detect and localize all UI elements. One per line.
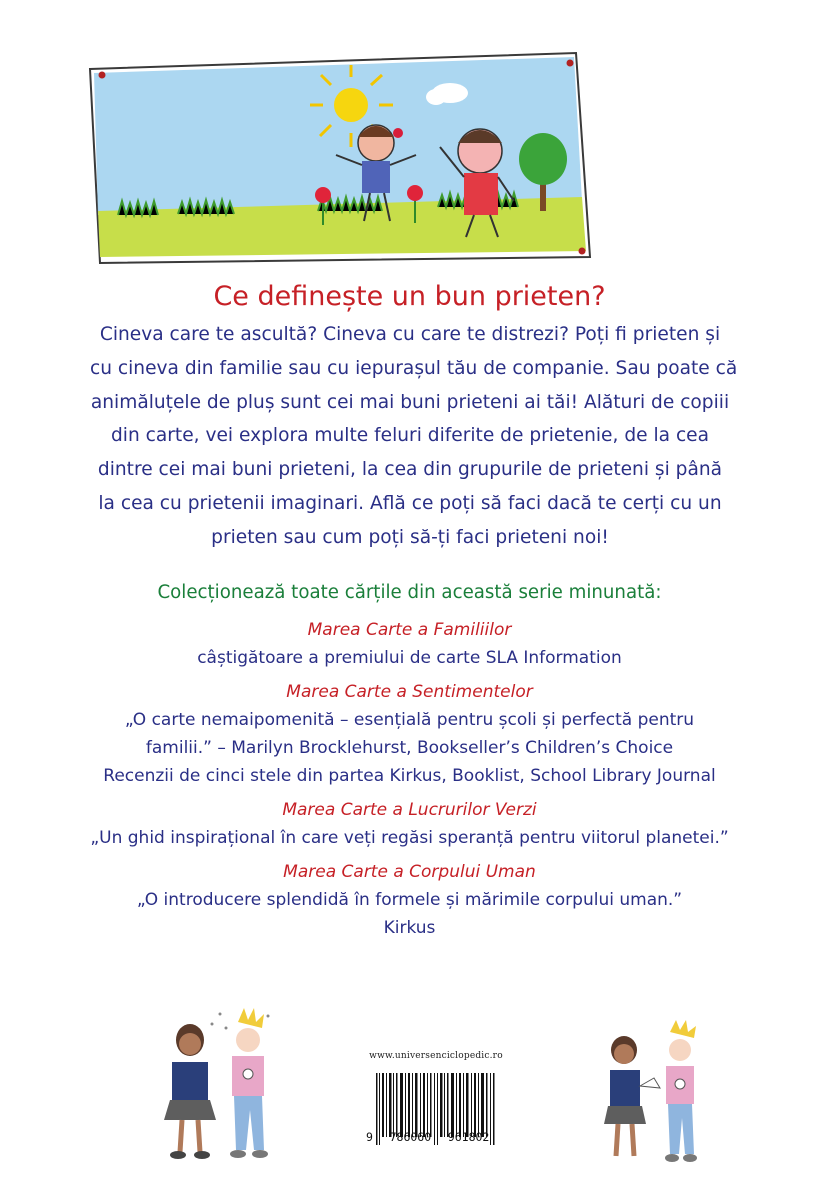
book-title: Marea Carte a Corpului Uman [283,862,536,882]
kids-illustration-right [596,1020,716,1170]
book-list [0,616,819,948]
intro-line: la cea cu prietenii imaginari. Află ce poți să faci dacă te cerți cu un [98,492,722,514]
isbn-digits [366,1130,506,1144]
isbn-digit-group: 786060 [389,1130,432,1144]
isbn-barcode [366,1050,506,1160]
intro-line: prieten sau cum poți să-ți faci prieteni noi! [211,526,609,548]
book-entry [0,858,819,942]
book-quote: „O carte nemaipomenită – esențială pentru școli și perfectă pentru [124,710,695,730]
book-quote: „O introducere splendidă în formele și mărimile corpului uman.” [136,890,683,910]
kids-illustration-left [150,1000,290,1165]
intro-paragraph [90,318,738,555]
book-title: Marea Carte a Familiilor [307,620,512,640]
intro-line: dintre cei mai buni prieteni, la cea din grupurile de prieteni și până [97,459,723,481]
book-title: Marea Carte a Lucrurilor Verzi [282,800,537,820]
book-quote: Recenzii de cinci stele din partea Kirkus, Booklist, School Library Journal [103,766,716,786]
isbn-digit-group: 961802 [447,1130,490,1144]
intro-line: Cineva care te ascultă? Cineva cu care te distrezi? Poți fi prieten și [99,324,721,345]
book-quote: familii.” – Marilyn Brocklehurst, Bookseller’s Children’s Choice [145,738,674,758]
book-quote: „Un ghid inspirațional în care veți regăsi speranță pentru viitorul planetei.” [90,828,729,848]
intro-line: cu cineva din familie sau cu iepurașul tău de companie. Sau poate că [90,357,738,379]
book-quote: Kirkus [383,918,436,938]
isbn-digit-prefix: 9 [366,1130,373,1144]
series-heading: Colecționează toate cărțile din această serie minunată: [157,582,662,603]
intro-line: din carte, vei explora multe feluri diferite de prietenie, de la cea [111,425,709,447]
book-title: Marea Carte a Sentimentelor [286,682,533,702]
intro-line: animăluțele de pluș sunt cei mai buni prieteni ai tăi! Alături de copiii [90,391,730,413]
child-drawing-illustration [78,25,613,265]
book-entry [0,616,819,672]
publisher-url: www.universenciclopedic.ro [369,1051,503,1061]
book-quote: câștigătoare a premiului de carte SLA Information [197,648,622,668]
book-entry [0,796,819,852]
headline: Ce definește un bun prieten? [213,281,606,312]
book-entry [0,678,819,790]
